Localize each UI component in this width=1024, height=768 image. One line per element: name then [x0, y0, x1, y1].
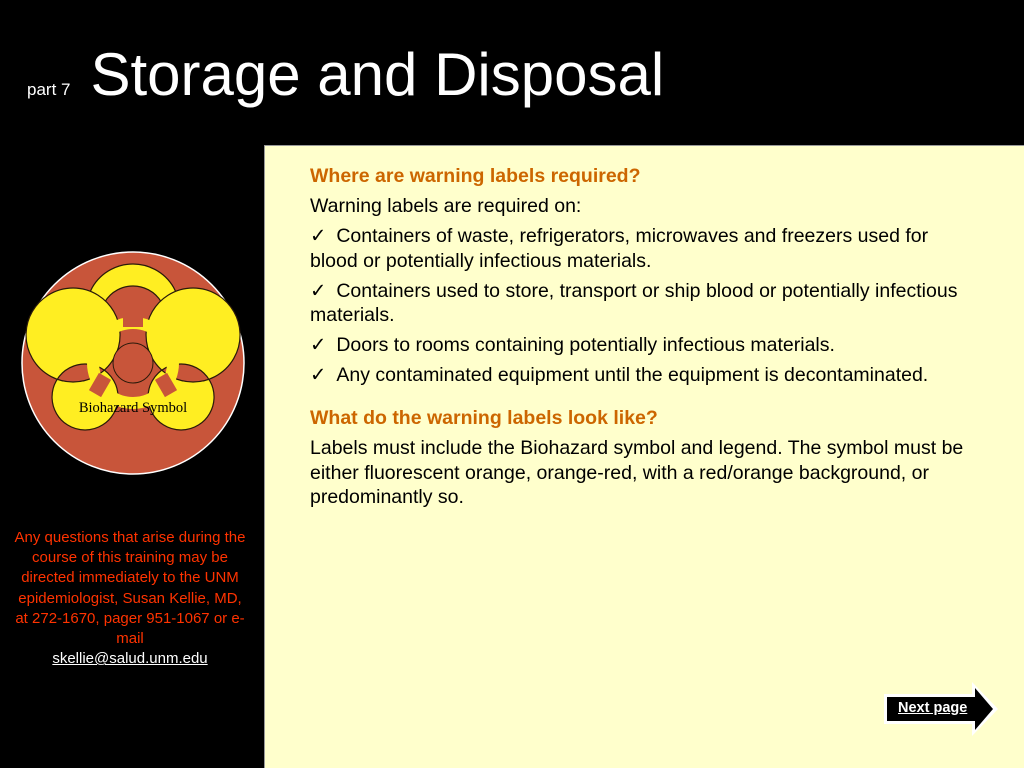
checkmark-icon: ✓	[310, 334, 327, 356]
question-heading: Where are warning labels required?	[310, 165, 641, 187]
answer-text: Labels must include the Biohazard symbol and legend. The symbol must be either fluorescent orange, orange-red, with a red/orange background, or predominantly so.	[310, 437, 964, 508]
list-item-text: Any contaminated equipment until the equipment is decontaminated.	[336, 364, 929, 386]
list-item-text: Containers used to store, transport or ship blood or potentially infectious materials.	[310, 279, 958, 326]
checkmark-icon: ✓	[310, 225, 327, 247]
content-body	[310, 164, 970, 515]
question-heading: What do the warning labels look like?	[310, 407, 658, 429]
contact-email-link[interactable]: skellie@salud.unm.edu	[52, 650, 208, 668]
contact-info	[12, 528, 248, 669]
intro-text: Warning labels are required on:	[310, 195, 582, 217]
slide-header	[27, 40, 664, 120]
contact-text: Any questions that arise during the course of this training may be directed immediately to the UNM epidemiologist, Susan Kellie, MD, at 272-1670, pager 951-1067 or e-mail	[14, 529, 246, 648]
list-item-text: Containers of waste, refrigerators, microwaves and freezers used for blood or potentially infectious materials.	[310, 225, 929, 272]
next-page-button[interactable]	[884, 682, 1000, 736]
list-item	[310, 363, 970, 388]
list-item	[310, 279, 970, 328]
biohazard-icon	[20, 250, 246, 476]
content-panel	[264, 145, 1024, 768]
biohazard-caption: Biohazard Symbol	[78, 400, 188, 416]
checkmark-icon: ✓	[310, 279, 327, 302]
list-item	[310, 333, 970, 358]
list-item	[310, 224, 970, 273]
part-label: part 7	[27, 80, 71, 99]
checkmark-icon: ✓	[310, 364, 327, 386]
next-page-label[interactable]: Next page	[898, 700, 968, 716]
page-title: Storage and Disposal	[90, 41, 665, 108]
list-item-text: Doors to rooms containing potentially infectious materials.	[336, 334, 835, 356]
